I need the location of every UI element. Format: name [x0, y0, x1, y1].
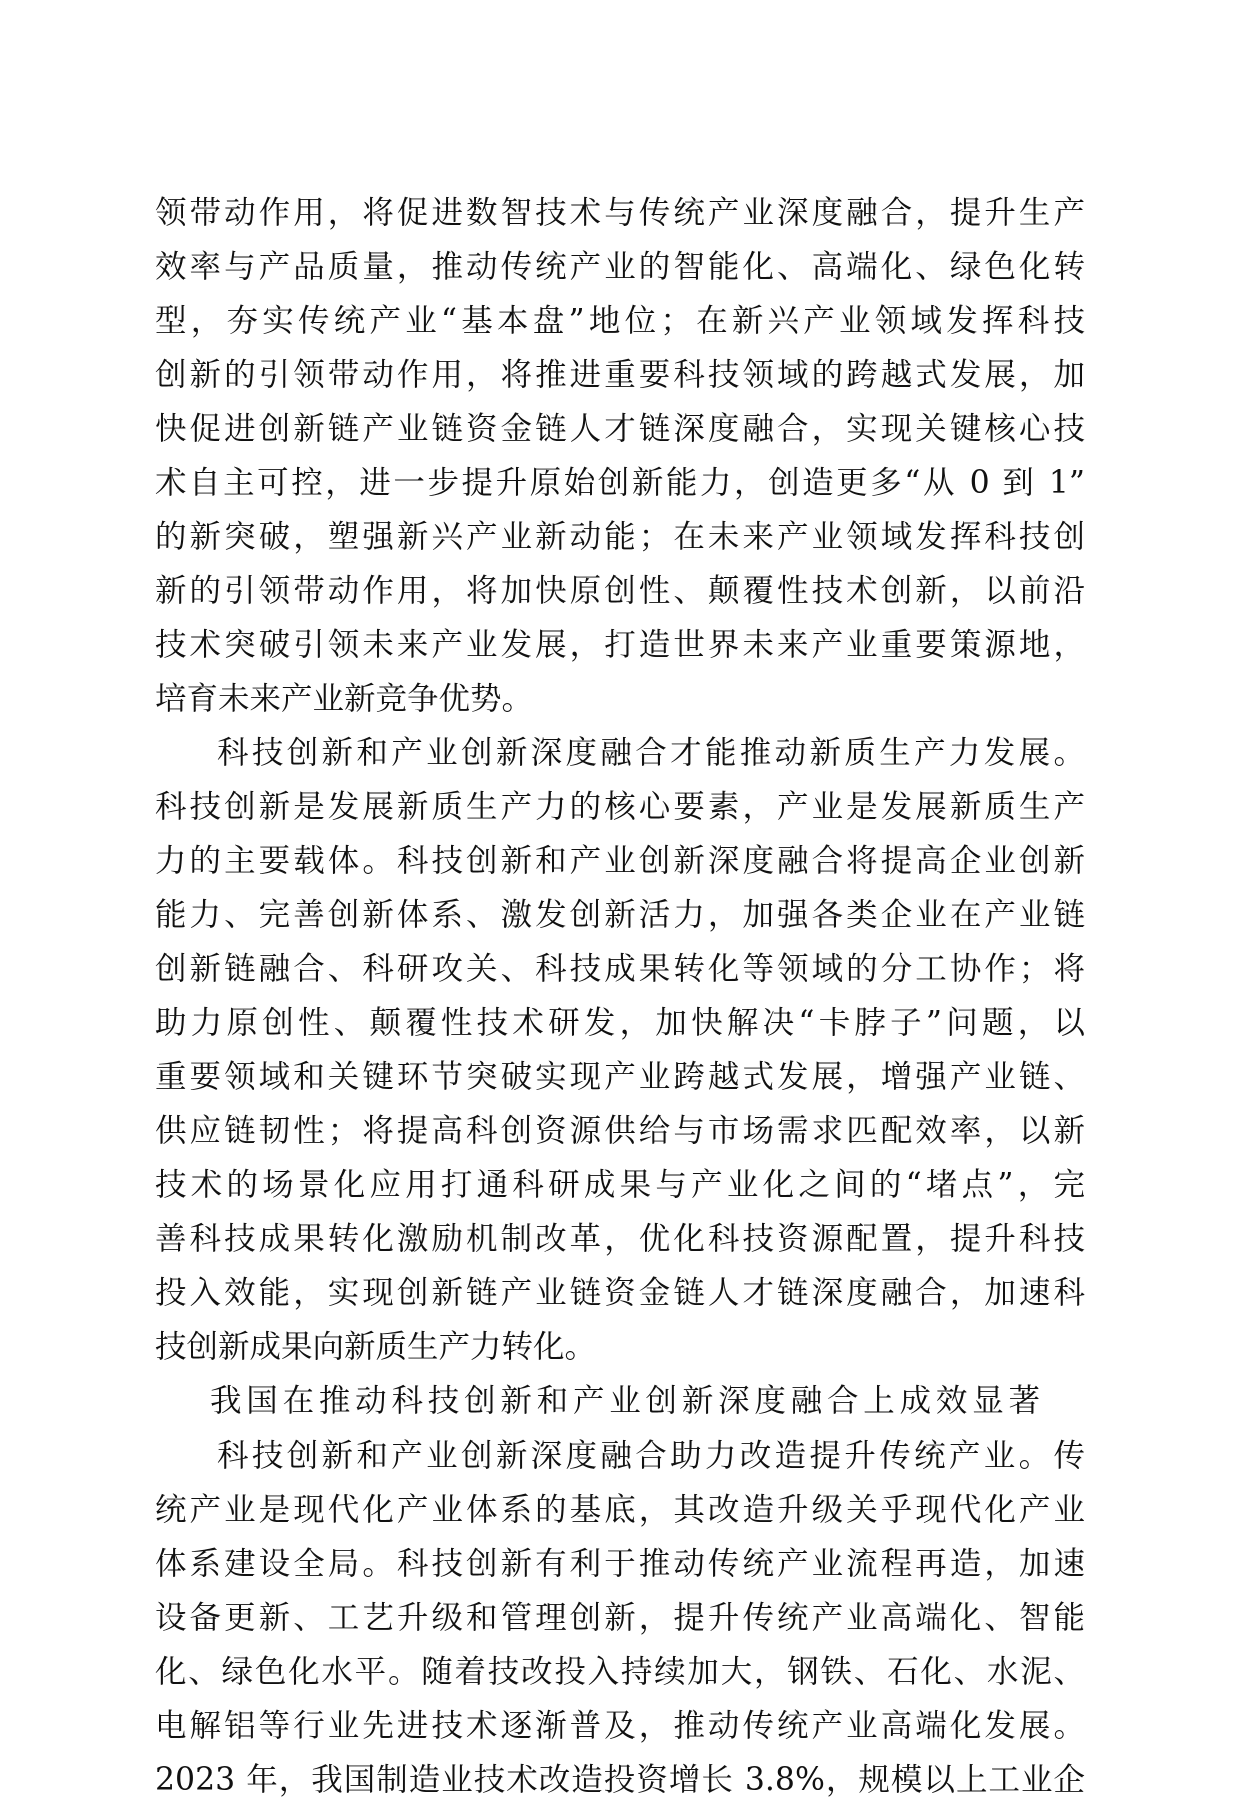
paragraph-line: 快促进创新链产业链资金链人才链深度融合，实现关键核心技	[155, 411, 1085, 447]
paragraph-line: 技术突破引领未来产业发展，打造世界未来产业重要策源地，	[155, 627, 1085, 663]
paragraph-line: 2023 年，我国制造业技术改造投资增长 3.8%，规模以上工业企	[155, 1762, 1085, 1798]
paragraph-line: 创新的引领带动作用，将推进重要科技领域的跨越式发展，加	[155, 357, 1085, 393]
paragraph-line: 型，夯实传统产业“基本盘”地位；在新兴产业领域发挥科技	[155, 303, 1085, 339]
paragraph-line: 新的引领带动作用，将加快原创性、颠覆性技术创新，以前沿	[155, 573, 1085, 609]
paragraph-line: 投入效能，实现创新链产业链资金链人才链深度融合，加速科	[155, 1275, 1085, 1311]
paragraph-line: 设备更新、工艺升级和管理创新，提升传统产业高端化、智能	[155, 1600, 1085, 1636]
paragraph-line: 的新突破，塑强新兴产业新动能；在未来产业领域发挥科技创	[155, 519, 1085, 555]
paragraph-line: 重要领域和关键环节突破实现产业跨越式发展，增强产业链、	[155, 1059, 1085, 1095]
paragraph-line: 化、绿色化水平。随着技改投入持续加大，钢铁、石化、水泥、	[155, 1654, 1085, 1690]
paragraph-line: 能力、完善创新体系、激发创新活力，加强各类企业在产业链	[155, 897, 1085, 933]
paragraph-line: 电解铝等行业先进技术逐渐普及，推动传统产业高端化发展。	[155, 1708, 1085, 1744]
paragraph-line: 技创新成果向新质生产力转化。	[155, 1329, 597, 1365]
paragraph-line: 科技创新和产业创新深度融合助力改造提升传统产业。传	[217, 1438, 1085, 1474]
paragraph-line: 体系建设全局。科技创新有利于推动传统产业流程再造，加速	[155, 1546, 1085, 1582]
paragraph-line: 统产业是现代化产业体系的基底，其改造升级关乎现代化产业	[155, 1492, 1085, 1528]
paragraph-line: 术自主可控，进一步提升原始创新能力，创造更多“从 0 到 1”	[155, 465, 1085, 501]
paragraph-line: 力的主要载体。科技创新和产业创新深度融合将提高企业创新	[155, 843, 1085, 879]
paragraph-line: 培育未来产业新竞争优势。	[155, 681, 534, 717]
paragraph-line: 创新链融合、科研攻关、科技成果转化等领域的分工协作；将	[155, 951, 1085, 987]
paragraph-line: 技术的场景化应用打通科研成果与产业化之间的“堵点”，完	[155, 1167, 1085, 1203]
paragraph-line: 领带动作用，将促进数智技术与传统产业深度融合，提升生产	[155, 195, 1085, 231]
paragraph-line: 助力原创性、颠覆性技术研发，加快解决“卡脖子”问题，以	[155, 1005, 1085, 1041]
paragraph-line: 供应链韧性；将提高科创资源供给与市场需求匹配效率，以新	[155, 1113, 1085, 1149]
paragraph-line: 效率与产品质量，推动传统产业的智能化、高端化、绿色化转	[155, 249, 1085, 285]
section-heading: 我国在推动科技创新和产业创新深度融合上成效显著	[210, 1383, 1040, 1419]
paragraph-line: 科技创新是发展新质生产力的核心要素，产业是发展新质生产	[155, 789, 1085, 825]
paragraph-line: 善科技成果转化激励机制改革，优化科技资源配置，提升科技	[155, 1221, 1085, 1257]
paragraph-line: 科技创新和产业创新深度融合才能推动新质生产力发展。	[217, 735, 1085, 771]
